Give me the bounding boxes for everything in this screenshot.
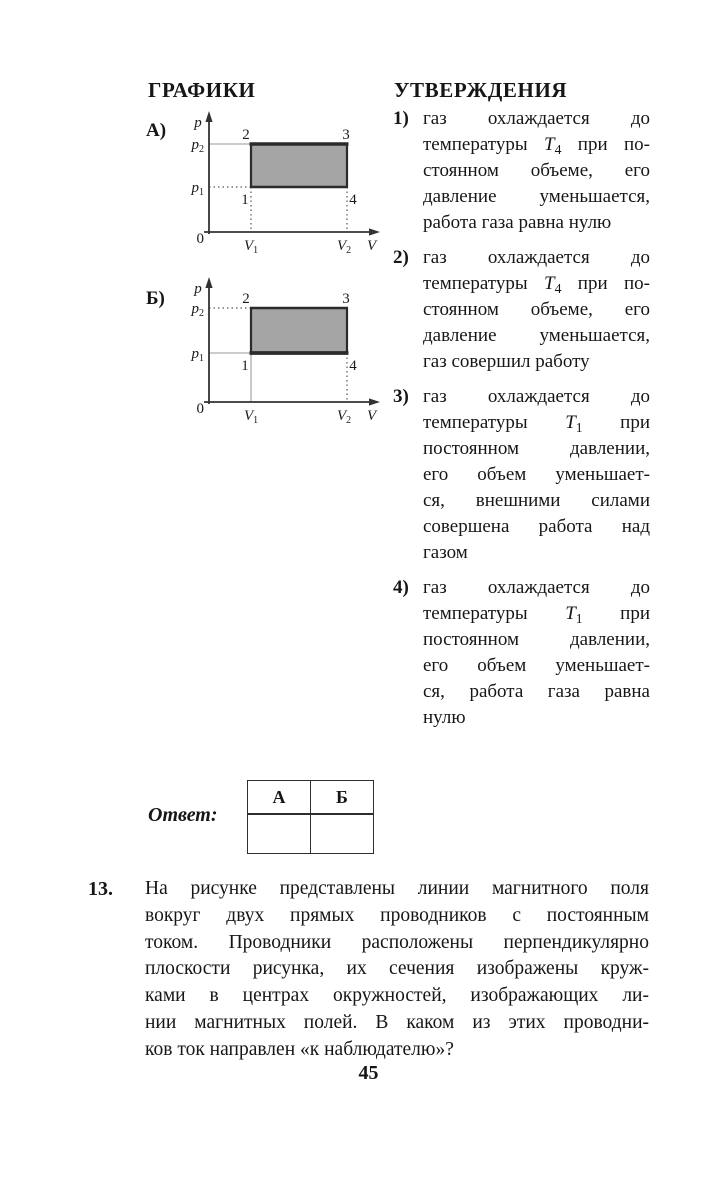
statement-number: 4): [393, 577, 409, 598]
text-line: постоянном давлении,: [423, 438, 650, 459]
p-axis-arrow: [205, 277, 212, 288]
axis-p-label: p: [194, 281, 202, 297]
p-axis-arrow: [205, 111, 212, 122]
statement-number: 3): [393, 386, 409, 407]
text-line: температуры $T_1$ при: [423, 412, 650, 435]
graph-A-label: А): [146, 120, 167, 141]
statement-item: [393, 106, 650, 236]
point-4-label: 4: [349, 358, 357, 374]
text-line: работа газа равна нулю: [423, 212, 612, 233]
text-line: нулю: [423, 707, 466, 728]
text-line: На рисунке представлены линии магнитного поля: [145, 878, 649, 899]
origin-label: 0: [196, 231, 204, 247]
p1-tick-label: $p_1$: [191, 180, 204, 198]
p2-tick-label: $p_2$: [191, 137, 204, 155]
text-line: нии магнитных полей. В каком из этих проводни-: [145, 1011, 649, 1033]
text-line: температуры $T_1$ при: [423, 603, 650, 626]
work-area-rect: [251, 144, 347, 187]
text-line: плоскости рисунка, их сечения изображены круж-: [145, 958, 649, 980]
answer-cell-b: [311, 814, 374, 854]
text-line: совершена работа над: [423, 516, 650, 537]
answer-section: [148, 780, 478, 850]
v-axis-arrow: [369, 398, 380, 405]
axis-v-label: V: [367, 408, 377, 424]
answer-cell-a: [248, 814, 311, 854]
text-line: газ совершил работу: [423, 351, 590, 372]
point-1-label: 1: [241, 192, 249, 208]
text-line: ков ток направлен «к наблюдателю»?: [145, 1038, 454, 1060]
page-number: 45: [358, 1062, 379, 1084]
answer-column-b-header: Б: [311, 781, 374, 815]
answer-column-a-header: А: [248, 781, 311, 815]
text-line: газ охлаждается до: [423, 577, 650, 598]
text-line: его объем уменьшает-: [423, 655, 650, 676]
question-13: [88, 876, 649, 1064]
text-line: газ охлаждается до: [423, 247, 650, 268]
question-text: [145, 876, 649, 1064]
pv-diagram-B: [184, 272, 389, 434]
text-line: газ охлаждается до: [423, 108, 650, 129]
p1-tick-label: $p_1$: [191, 346, 204, 364]
answer-table: [247, 780, 374, 854]
text-line: стоянном объеме, его: [423, 299, 650, 320]
text-line: постоянном давлении,: [423, 629, 650, 650]
text-line: газом: [423, 542, 468, 563]
text-line: током. Проводники расположены перпендикулярно: [145, 931, 649, 953]
statements-column-header: УТВЕРЖДЕНИЯ: [394, 78, 568, 102]
origin-label: 0: [196, 401, 204, 417]
graph-B-label: Б): [146, 288, 165, 309]
v2-tick-label: $V_2$: [337, 408, 352, 426]
v1-tick-label: $V_1$: [244, 238, 259, 256]
text-line: температуры $T_4$ при по-: [423, 134, 650, 157]
point-2-label: 2: [242, 291, 250, 307]
point-1-label: 1: [241, 358, 249, 374]
statements-list: [393, 106, 650, 740]
point-4-label: 4: [349, 192, 357, 208]
text-line: температуры $T_4$ при по-: [423, 273, 650, 296]
answer-label: Ответ:: [148, 804, 218, 826]
statement-number: 1): [393, 108, 409, 129]
point-3-label: 3: [342, 127, 350, 143]
text-line: стоянном объеме, его: [423, 160, 650, 181]
question-number: 13.: [88, 878, 113, 900]
v2-tick-label: $V_2$: [337, 238, 352, 256]
statement-item: [393, 384, 650, 566]
p2-tick-label: $p_2$: [191, 301, 204, 319]
v1-tick-label: $V_1$: [244, 408, 259, 426]
text-line: ся, работа газа равна: [423, 681, 650, 702]
text-line: газ охлаждается до: [423, 386, 650, 407]
text-line: ками в центрах окружностей, изображающих ли-: [145, 985, 649, 1007]
pv-diagram-A: [184, 110, 389, 268]
work-area-rect: [251, 308, 347, 353]
axis-p-label: p: [194, 115, 202, 131]
point-2-label: 2: [242, 127, 250, 143]
text-line: вокруг двух прямых проводников с постоянным: [145, 904, 649, 926]
text-line: давление уменьшается,: [423, 186, 650, 207]
text-line: давление уменьшается,: [423, 325, 650, 346]
statement-number: 2): [393, 247, 409, 268]
statement-item: [393, 575, 650, 731]
statement-item: [393, 245, 650, 375]
point-3-label: 3: [342, 291, 350, 307]
graphs-column-header: ГРАФИКИ: [148, 78, 256, 102]
axis-v-label: V: [367, 238, 377, 254]
text-line: ся, внешними силами: [423, 490, 650, 511]
text-line: его объем уменьшает-: [423, 464, 650, 485]
v-axis-arrow: [369, 228, 380, 235]
